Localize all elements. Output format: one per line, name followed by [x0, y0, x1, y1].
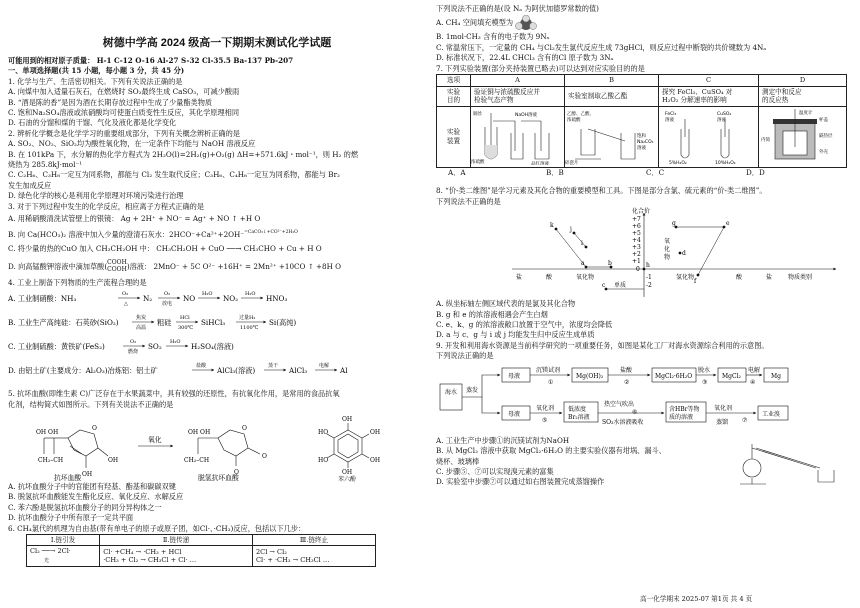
point-label: b	[608, 260, 612, 268]
question-stem: 7. 下列实验装置(部分夹持装置已略去)可以达到对应实验目的的是	[436, 63, 645, 73]
app-label: 品红溶液	[531, 161, 549, 165]
step-num: ②	[624, 378, 630, 386]
option-d: D. 石油的分馏和煤的干馏、气化及液化都是化学变化	[8, 118, 177, 128]
y-axis-title: 化合价	[632, 208, 651, 216]
q2-line: C. C₂H₆、C₃H₈一定互为同系物，都能与 Cl₂ 发生取代反应；C₃H₆、C₄H₈一定互为同系物，都能与 Br₂	[8, 170, 340, 180]
propagation-eq-2: ·CH₃ + Cl₂ → CH₃Cl + Cl· …	[103, 556, 197, 565]
q4-c-step1-cond: 燃烧	[128, 349, 139, 356]
purpose-line: 的反应热	[762, 96, 789, 105]
y-tick: +6	[632, 223, 641, 231]
point-label: k	[550, 222, 554, 230]
point-label: i	[581, 240, 583, 248]
x-label: 氢化物	[676, 274, 695, 282]
purpose-a	[471, 86, 565, 106]
atom-label: OH OH	[36, 428, 59, 436]
row-label-part: 目的	[446, 96, 461, 105]
row-label-part: 实验	[446, 87, 461, 96]
app-label: 10%H₂O₂	[715, 160, 736, 165]
app-label: 5%H₂O₂	[669, 160, 687, 165]
option-c: C. 步骤⑤、⑦可以实现溴元素的富集	[436, 466, 554, 476]
question-8	[436, 186, 852, 340]
vitamin-c-structures	[8, 410, 426, 482]
label-ascorbic-acid: 抗坏血酸	[54, 473, 82, 482]
atom-label: OH	[370, 428, 381, 436]
option-b-cont: 烧杯、玻璃棒	[436, 456, 480, 466]
table-header: Ⅰ.链引发	[27, 534, 100, 546]
table-header: Ⅱ.链传递	[100, 534, 253, 546]
q4-b-step3-cond: 1100℃	[240, 325, 259, 332]
app-label: 内筒	[761, 137, 770, 143]
q4-b-product: Si(高纯)	[269, 318, 297, 328]
atom-label: CH₂–CH	[184, 456, 210, 464]
propagation-eq-1: Cl· +CH₄ → ·CH₃ + HCl	[103, 547, 182, 556]
q4-b-label: B. 工业生产高纯硅：石英砂(SiO₂)	[8, 318, 119, 328]
box-mgcl2-hydrate: MgCl₂·6H₂O	[655, 372, 693, 380]
label-benzenehexol: 苯六酚	[338, 475, 357, 482]
app-label: NaOH溶液	[515, 112, 538, 118]
purpose-d	[759, 86, 847, 106]
y-tick: +3	[632, 244, 641, 252]
option-b-tail: =CaCO₃↓+CO²⁻+2H₂O	[244, 230, 298, 236]
valence-class-diagram	[436, 207, 852, 299]
purpose-line: H₂O₂ 分解速率的影响	[662, 96, 727, 105]
question-9	[436, 341, 852, 488]
x-label: 氧化物	[576, 274, 595, 282]
option-b: B. 脱氢抗坏血酸能发生酯化反应、氧化反应、水解反应	[8, 492, 184, 502]
row-label-apparatus	[437, 106, 471, 168]
q9-options	[436, 436, 852, 488]
y-category: 物	[664, 254, 671, 262]
table-header: D	[759, 75, 847, 87]
atom-label: O	[234, 468, 239, 476]
q4-d-mid1: AlCl₃(溶液)	[217, 366, 256, 376]
q4-a-step3: H₂O	[202, 291, 213, 298]
apparatus-d-drawing	[759, 107, 845, 165]
question-6	[8, 524, 426, 568]
purpose-line: 测定中和反应	[762, 87, 802, 96]
question-2	[8, 129, 426, 202]
q4-d-label: D. 由铝土矿(主要成分：Al₂O₃)冶炼铝：铝土矿	[8, 366, 158, 376]
step-electrolysis: 电解	[748, 366, 761, 374]
q4-d-mid2: AlCl₃	[289, 366, 308, 376]
table-header: Ⅲ.链终止	[252, 534, 375, 546]
apparatus-d	[759, 106, 847, 168]
step-oxidant: 氧化剂	[536, 404, 555, 412]
option-d	[8, 256, 426, 276]
q4-a-mid3: NO₂	[223, 294, 239, 304]
termination-eq-1: 2Cl → Cl₂	[255, 547, 287, 556]
question-stem: 1. 化学与生产、生活密切相关。下列有关说法正确的是	[8, 76, 183, 86]
purpose-line: 探究 FeCl₃、CuSO₄ 对	[662, 87, 733, 96]
q2-line: 烧热为 285.8kJ·mol⁻¹	[8, 160, 83, 170]
app-label: 浓硫酸	[471, 159, 485, 165]
question-stem-cont: 化剂，结构简式如图所示。下列有关说法不正确的是	[8, 399, 174, 409]
app-label: 碎瓷片	[565, 160, 579, 165]
termination-eq-2: Cl· + ·CH₃ → CH₃Cl …	[255, 556, 330, 565]
option-d: D. 抗坏血酸分子中所有原子一定共平面	[8, 513, 134, 523]
atomic-masses: 可能用到的相对原子质量： H-1 C-12 O-16 Al-27 S-32 Cl-35.5 Ba-137 Pb-207	[8, 56, 294, 65]
q4-b-mid2: SiHCl₃	[201, 318, 226, 328]
step-hcl: 盐酸	[620, 366, 633, 374]
apparatus-a-drawing	[471, 107, 563, 165]
question-3	[8, 202, 426, 276]
question-stem: 3. 对于下列过程中发生的化学反应，相应离子方程式正确的是	[8, 201, 205, 211]
app-label: 饱和	[637, 133, 646, 139]
q7-answer-row	[436, 168, 852, 178]
apparatus-b-drawing	[565, 107, 657, 165]
q4-c-step2: H₂O	[170, 339, 181, 346]
option-a: A. 工业生产中步骤①的沉镁试剂为NaOH	[436, 435, 570, 445]
atom-label: HO	[318, 456, 329, 464]
question-stem: 4. 工业上制备下列物质的生产流程合理的是	[8, 278, 147, 288]
q4-d-step2: 蒸干	[268, 363, 279, 370]
atom-label: O	[92, 424, 97, 432]
q4-b-step2: HCl	[180, 315, 190, 322]
atom-label: CH₂–CH	[38, 456, 64, 464]
app-label: 溶液	[637, 145, 646, 151]
q6-option-a	[436, 14, 852, 32]
app-label: 外壳	[819, 149, 828, 155]
label-dehydroascorbic-acid: 脱氢抗坏血酸	[198, 473, 239, 482]
box-mgoh2: Mg(OH)₂	[576, 372, 604, 380]
app-label: 乙醇、乙酸、	[567, 111, 594, 117]
box-industrial-bromine: 工业溴	[762, 410, 781, 418]
q4-b-step1-cond: 高温	[136, 325, 147, 332]
q4-a-step1: O₂	[122, 291, 129, 298]
option-c: C. e、k、g 的浓溶液敞口放置于空气中，浓度均会降低	[436, 320, 613, 330]
step-num: ⑦	[742, 416, 748, 424]
step-num: ⑥	[632, 408, 638, 416]
q4-a-step2: O₂	[164, 291, 171, 298]
purpose-c	[659, 86, 759, 106]
point-label: f	[694, 278, 697, 286]
step-num: ⑤	[542, 416, 548, 424]
q4-a-step2-cond: 放电	[162, 301, 173, 308]
q4-b-step2-cond: 300℃	[178, 325, 194, 332]
q6-option-c: C. 常温常压下，一定量的 CH₄ 与Cl₂发生氯代反应生成 73gHCl，则反应过程中断裂的共价键数为 4Nₐ	[436, 42, 767, 52]
option-b	[8, 226, 426, 242]
apparatus-c-drawing	[659, 107, 757, 165]
x-label: 盐	[516, 274, 523, 282]
app-label: 溶液	[665, 117, 674, 123]
step-so2-absorb: SO₂水溶液吸收	[602, 418, 644, 426]
question-stem: 2. 辨析化学概念是化学学习的重要组成部分，下列有关概念辨析正确的是	[8, 128, 240, 138]
x-label: 物质类别	[788, 274, 813, 282]
purpose-line: 验证铜与浓硫酸反应并	[474, 87, 540, 96]
q2-line: D. 绿色化学的核心是利用化学原理对环境污染进行治理	[8, 191, 184, 201]
box-mg: Mg	[771, 372, 781, 380]
left-column	[8, 0, 426, 608]
option-c: C. 苯六酚是脱氢抗坏血酸分子的同分异构体之一	[8, 502, 162, 512]
box-mother-liquor-2: 母液	[508, 410, 521, 418]
q4-c-step1: O₂	[130, 339, 137, 346]
x-label: 单质	[614, 282, 627, 290]
box-seawater: 海水	[445, 388, 458, 396]
question-1	[8, 77, 426, 129]
question-tail: 下列说法不正确的是	[436, 196, 501, 206]
hexahydroxybenzene-structure	[327, 423, 369, 468]
app-label: FeCl₃	[665, 111, 677, 117]
page-footer: 高一化学期末 2025-07 第1页 共 4 页	[640, 595, 753, 603]
point-label: e	[726, 220, 730, 228]
q4-a-mid2: NO	[183, 294, 196, 304]
point-label: g	[672, 220, 676, 228]
y-tick: +2	[632, 251, 641, 259]
option-c	[8, 108, 426, 118]
cooh-top: COOH	[107, 259, 127, 267]
x-label: 盐	[766, 274, 773, 282]
methane-space-filling-model	[513, 15, 539, 31]
q6-option-d: D. 标准状况下，22.4L CHCl₃ 含有的Cl 原子数为 3Nₐ	[436, 53, 614, 63]
section-heading: 一、单项选择题(共 15 小题，每小题 3 分，共 45 分)	[8, 66, 185, 76]
answer-option: C．C	[646, 168, 665, 178]
y-category: 化	[664, 246, 671, 254]
y-tick: +4	[632, 237, 641, 245]
option-b: B. g 和 e 的浓溶液相遇会产生白烟	[436, 309, 548, 319]
q4-a-product: HNO₃	[266, 294, 288, 304]
option-b: B. “酒是陈的香”是因为酒在长期存放过程中生成了少量酯类物质	[8, 97, 213, 107]
row-label-part: 实验	[446, 128, 461, 137]
app-label: 杯盖	[819, 117, 828, 123]
table-header: B	[565, 75, 659, 87]
point-label: d	[682, 250, 686, 258]
step-evaporate: 蒸发	[466, 386, 479, 394]
q4-c-product: H₂SO₄(溶液)	[191, 342, 234, 352]
q4-a-step1-cond: △	[124, 301, 128, 308]
question-stem: 5. 抗坏血酸(即维生素 C)广泛存在于水果蔬菜中，具有较强的还原性，有抗氧化作用，是常用的食品抗氧	[8, 389, 340, 399]
distillation-apparatus	[736, 430, 846, 486]
q4-b-step1: 焦炭	[136, 315, 147, 322]
answer-option: B．B	[546, 168, 564, 178]
step-precipitant: 沉镁试剂	[536, 366, 561, 374]
option-d: D. a 与 c、g 与 i 或 j 均能发生归中反应生成单质	[436, 330, 595, 340]
step-dehydrate: 脱水	[698, 366, 711, 374]
q6-tail: 下列说法不正确的是(设 Nₐ 为阿伏加德罗常数的值)	[436, 4, 599, 13]
atom-label: OH	[108, 456, 119, 464]
initiation-cond: 光	[44, 557, 50, 564]
atom-label: O	[262, 452, 267, 460]
propagation-cell	[100, 546, 253, 567]
question-4	[8, 276, 426, 389]
question-stem: 8. “价-类二维图”是学习元素及其化合物的重要模型和工具。下图是部分含氯、硫元素的“价-类二维图”。	[436, 186, 767, 196]
app-label: 溶液	[717, 117, 726, 123]
atom-label: O	[242, 424, 247, 432]
step-distill: 蒸馏	[716, 418, 729, 426]
option-d: D. 实验室中步骤⑦可以通过如右图装置完成蒸馏操作	[436, 477, 605, 487]
box-hbr-2: 质的溶液	[669, 413, 694, 421]
box-low-br: 低浓度	[568, 405, 587, 413]
option-a: A. 用稀硝酸清洗试管壁上的银镜： Ag + 2H⁺ + NO⁻ = Ag⁺ + NO ↑ +H O	[8, 214, 261, 224]
row-label-part: 装置	[446, 136, 461, 145]
initiation-eq: Cl₂ ──→ 2Cl·	[30, 547, 71, 556]
box-hbr: 含HBr等物	[669, 405, 700, 413]
answer-option: A．A	[448, 168, 466, 178]
row-label-purpose	[437, 86, 471, 106]
x-label: 酸	[546, 274, 553, 282]
box-low-br-2: Br₂溶液	[568, 413, 590, 421]
q4-c-label: C. 工业制硫酸：黄铁矿(FeS₂)	[8, 342, 105, 352]
question-5	[8, 389, 426, 523]
question-7	[436, 64, 852, 179]
question-stem: 9. 开发和利用海水资源是当前科学研究的一项重要任务，如图是某化工厂对海水资源综合利用的示意图。	[436, 340, 769, 350]
app-label: 铜丝	[473, 111, 482, 117]
q4-a-mid1: N₂	[143, 294, 153, 304]
y-tick: +1	[632, 258, 641, 266]
apparatus-b	[565, 106, 659, 168]
q2-line: A. SO₂、NO₂、SiO₂均为酸性氧化物，在一定条件下均能与 NaOH 溶液反应	[8, 139, 256, 149]
step-hot-air: 热空气吹出	[604, 400, 635, 408]
y-category: 氧	[664, 238, 671, 246]
oxalic-acid-structure	[107, 259, 127, 273]
app-label: Na₂CO₃	[637, 139, 654, 145]
purpose-line: 实验室制取乙酸乙酯	[568, 91, 628, 100]
option-a: A. 向煤中加入适量石灰石，在燃烧时 SO₂最终生成 CaSO₃，可减少酸雨	[8, 87, 240, 97]
point-label: a	[581, 260, 585, 268]
experiment-table	[436, 74, 847, 168]
y-tick: -1	[646, 274, 652, 282]
atom-label: OH	[342, 415, 353, 423]
y-tick: +5	[632, 230, 641, 238]
q4-d-step3: 电解	[319, 363, 330, 370]
y-tick: 0	[636, 266, 640, 274]
option-a: A. 纵坐标轴左侧区域代表的是氯及其化合物	[436, 299, 576, 309]
q4-a-step4: H₂O	[245, 291, 256, 298]
option-a: A. 抗坏血酸分子中的官能团有羟基、酯基和碳碳双键	[8, 481, 176, 491]
q2-line: B. 在 101kPa 下，水分解的热化学方程式为 2H₂O(l)=2H₂(g)+O₂(g) ΔH=+571.6kJ・mol⁻¹，则 H₂ 的燃	[8, 149, 359, 159]
q4-b-step3: 过量H₂	[239, 315, 256, 322]
option-c-tail: 生反应，其化学原理相同	[159, 108, 240, 118]
question-tail: 下列说法正确的是	[436, 351, 494, 361]
initiation-cell	[27, 546, 100, 567]
option-b: B. 从 MgCl₂ 溶液中获取 MgCl₂·6H₂O 的主要实验仪器有坩埚、漏斗、	[436, 446, 666, 456]
apparatus-a	[471, 106, 565, 168]
q4-d-step1: 盐酸	[196, 363, 207, 370]
table-header: C	[659, 75, 759, 87]
step-oxidant-2: 氧化剂	[714, 404, 733, 412]
app-label: 隔热层	[819, 133, 833, 139]
option-d-text: D. 向高锰酸钾溶液中滴加草酸(	[8, 261, 108, 271]
atom-label: OH	[342, 468, 353, 476]
seawater-flowchart	[436, 362, 852, 436]
termination-cell	[252, 546, 375, 567]
paper-title: 树德中学高 2024 级高一下期期末测试化学试题	[102, 37, 332, 49]
q6-option-a-text: A. CH₄ 空间填充模型为	[436, 18, 514, 28]
atom-label: OH	[82, 470, 93, 478]
answer-option: D．D	[746, 168, 765, 178]
mechanism-table	[26, 534, 376, 568]
question-stem: 6. CH₄氯代的机理为自由基(带有单电子的原子或原子团，如Cl·、·CH₃)反应，包括以下几步：	[8, 523, 306, 533]
q4-b-mid1: 粗硅	[157, 318, 172, 328]
right-column	[436, 0, 852, 608]
table-header: 选项	[437, 75, 471, 87]
option-b-text: B. 向 Ca(HCO₃)₂ 溶液中加入少量的澄清石灰水：2HCO⁻+Ca²⁺+2OH⁻	[8, 230, 245, 240]
reaction-arrow-label: 氧化	[148, 435, 162, 444]
point-label: h	[646, 262, 650, 270]
y-tick: +7	[632, 216, 641, 224]
option-c-text: C. 饱和Na₂SO₄溶液或浓硝酸均可使蛋白质变性	[8, 108, 160, 118]
box-mother-liquor-1: 母液	[508, 372, 521, 380]
x-label: 酸	[736, 274, 743, 282]
step-num: ③	[702, 378, 708, 386]
q4-d-product: Al	[340, 366, 348, 376]
purpose-line: 检验气态产物	[474, 96, 514, 105]
point-label: c	[602, 282, 606, 290]
option-c: C. 将少量的热的CuO 加入 CH₃CH₂OH 中： CH₃CH₂OH + CuO ──→ CH₃CHO + Cu + H O	[8, 244, 322, 254]
q4-flow-options	[8, 289, 426, 389]
table-header: A	[471, 75, 565, 87]
point-label: j	[570, 226, 572, 234]
atom-label: OH OH	[188, 428, 211, 436]
q4-a-label: A. 工业制硝酸：NH₃	[8, 294, 77, 304]
purpose-b	[565, 86, 659, 106]
q4-c-mid1: SO₂	[148, 342, 162, 352]
option-d-tail: )溶液： 2MnO⁻ + 5C O²⁻ +16H⁺ = 2Mn²⁺ +10CO ↑ +8H O	[126, 261, 342, 271]
step-num: ④	[750, 378, 756, 386]
y-tick: -2	[646, 282, 652, 290]
cooh-bottom: COOH	[107, 266, 127, 274]
atom-label: HO	[318, 428, 329, 436]
app-label: 温度计	[799, 110, 813, 116]
q2-line: 发生加成反应	[8, 180, 52, 190]
step-num: ①	[548, 378, 554, 386]
app-label: 浓硫酸	[567, 117, 581, 123]
box-mgcl2: MgCl₂	[722, 372, 741, 380]
app-label: CuSO₄	[717, 111, 732, 117]
q6-option-b: B. 1mol·CH₃ 含有的电子数为 9Nₐ	[436, 32, 550, 42]
atom-label: OH	[370, 456, 381, 464]
apparatus-c	[659, 106, 759, 168]
